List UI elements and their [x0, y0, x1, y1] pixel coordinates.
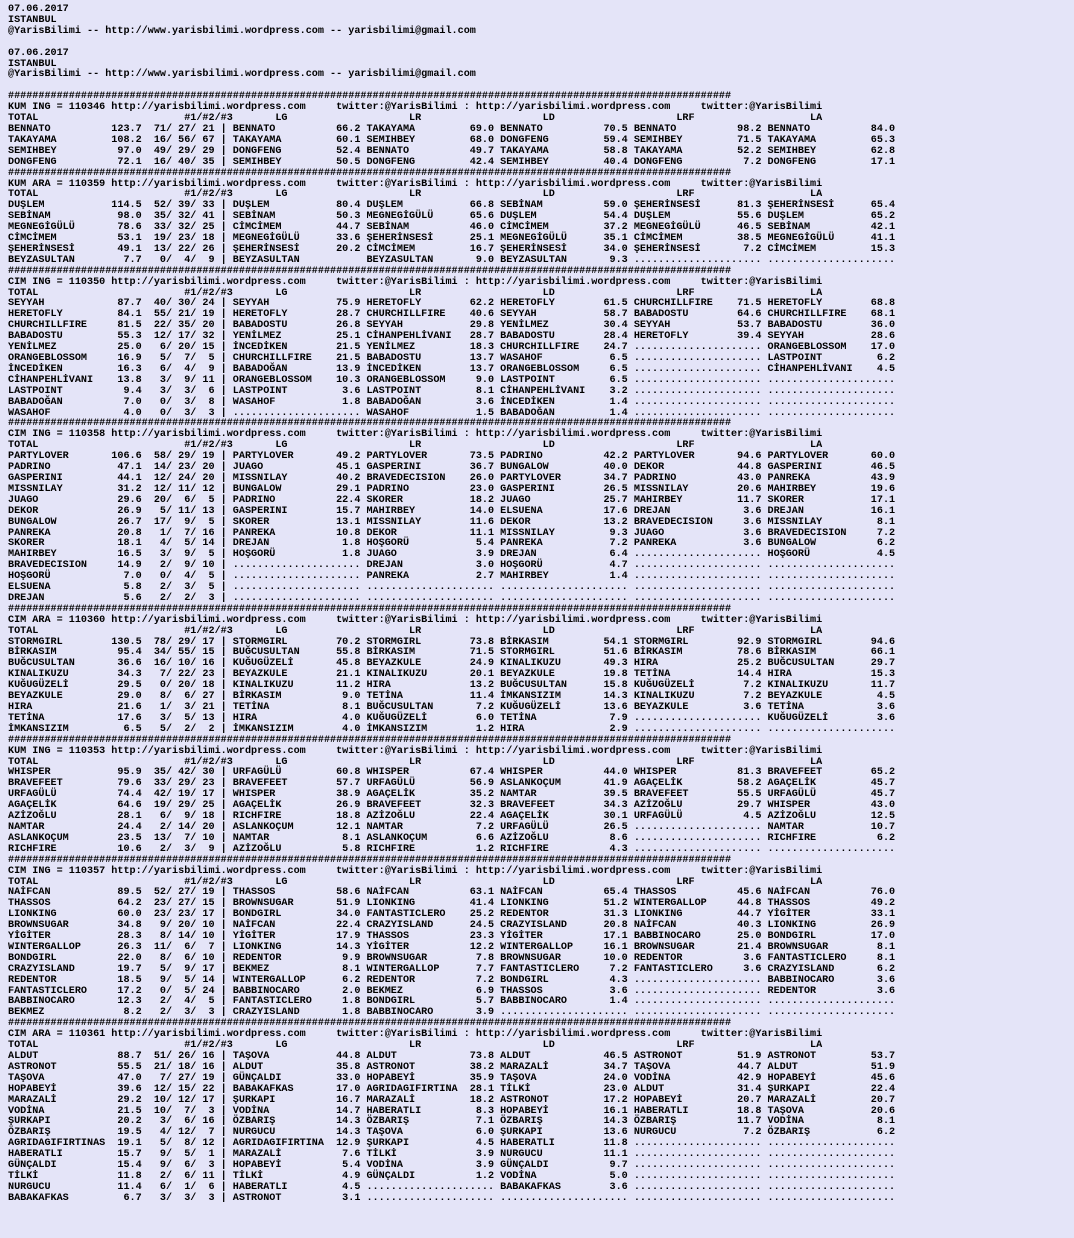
horse-row: TAKAYAMA 108.2 16/ 56/ 67 | TAKAYAMA 60.1 SEMIHBEY 68.0 DONGFENG 59.4 SEMIHBEY 71.5 TAKAYAMA 65.3	[8, 134, 896, 146]
horse-row: HABERATLI 15.7 9/ 5/ 1 | MARAZALİ 7.6 TİLKİ 3.9 NURGUCU 11.1 ..................... .....................	[8, 1149, 896, 1161]
column-header: TOTAL #1/#2/#3 LG LR LD LRF LA	[8, 625, 823, 637]
horse-row: SEMIHBEY 97.0 49/ 29/ 29 | DONGFENG 52.4 BENNATO 49.7 TAKAYAMA 58.8 TAKAYAMA 52.2 SEMIHBEY 62.8	[8, 145, 896, 157]
separator-line: #######################################################################################################################	[8, 91, 732, 103]
horse-row: BABAKAFKAS 6.7 3/ 3/ 3 | ASTRONOT 3.1 ..................... ..................... ..................... .....................	[8, 1192, 896, 1204]
column-header: TOTAL #1/#2/#3 LG LR LD LRF LA	[8, 113, 823, 125]
horse-row: ÖZBARIŞ 19.5 4/ 12/ 7 | NURGUCU 14.3 TAŞOVA 6.0 ŞURKAPI 13.6 NURGUCU 7.2 ÖZBARIŞ 6.2	[8, 1127, 896, 1139]
horse-row: WINTERGALLOP 26.3 11/ 6/ 7 | LIONKING 14.3 YİGİTER 12.2 WINTERGALLOP 16.1 BROWNSUGAR 21.4 BROWNSUGAR 8.1	[8, 941, 896, 953]
horse-row: NAİFCAN 89.5 52/ 27/ 19 | THASSOS 58.6 NAİFCAN 63.1 NAİFCAN 65.4 THASSOS 45.6 NAİFCAN 76.0	[8, 887, 896, 899]
horse-row: AZİZOĞLU 28.1 6/ 9/ 18 | RICHFIRE 18.8 AZİZOĞLU 22.4 AGAÇELİK 30.1 URFAGÜLÜ 4.5 AZİZOĞLU 12.5	[8, 811, 896, 823]
horse-row: LASTPOINT 9.4 3/ 3/ 6 | LASTPOINT 3.6 LASTPOINT 8.1 CİHANPEHLİVANI 3.2 ..................... .....................	[8, 385, 896, 397]
header-line: @YarisBilimi -- http://www.yarisbilimi.wordpress.com -- yarisbilimi@gmail.com	[8, 69, 476, 81]
horse-row: İNCEDİKEN 16.3 6/ 4/ 9 | BABADOĞAN 13.9 İNCEDİKEN 13.7 ORANGEBLOSSOM 6.5 ..................... CİHANPEHLİVANI 4.5	[8, 363, 896, 375]
separator-line: #######################################################################################################################	[8, 854, 732, 866]
horse-row: MAHIRBEY 16.5 3/ 9/ 5 | HOŞGORÜ 1.8 JUAGO 3.9 DREJAN 6.4 ..................... HOŞGORÜ 4.5	[8, 549, 896, 561]
race-title: KUM ARA = 110359 http://yarisbilimi.wordpress.com twitter:@YarisBilimi : http://yarisbilimi.wordpress.com twitter:@YarisBilimi	[8, 178, 823, 190]
horse-row: PARTYLOVER 106.6 58/ 29/ 19 | PARTYLOVER 49.2 PARTYLOVER 73.5 PADRINO 42.2 PARTYLOVER 94.6 PARTYLOVER 60.0	[8, 451, 896, 463]
separator-line: #######################################################################################################################	[8, 418, 732, 430]
header-line: @YarisBilimi -- http://www.yarisbilimi.wordpress.com -- yarisbilimi@gmail.com	[8, 25, 476, 37]
horse-row: NAMTAR 24.4 2/ 14/ 20 | ASLANKOÇUM 12.1 NAMTAR 7.2 URFAGÜLÜ 26.5 ..................... NAMTAR 10.7	[8, 821, 896, 833]
horse-row: WHISPER 95.9 35/ 42/ 30 | URFAGÜLÜ 60.8 WHISPER 67.4 WHISPER 44.0 WHISPER 81.3 BRAVEFEET 65.2	[8, 767, 896, 779]
horse-row: LIONKING 60.0 23/ 23/ 17 | BONDGIRL 34.0 FANTASTICLERO 25.2 REDENTOR 31.3 LIONKING 44.7 YİGİTER 33.1	[8, 909, 896, 921]
horse-row: CİHANPEHLİVANI 13.8 3/ 9/ 11 | ORANGEBLOSSOM 10.3 ORANGEBLOSSOM 9.0 LASTPOINT 6.5 ..................... .....................	[8, 374, 896, 386]
horse-row: URFAGÜLÜ 74.4 42/ 19/ 17 | WHISPER 38.9 AGAÇELİK 35.2 NAMTAR 39.5 BRAVEFEET 55.5 URFAGÜLÜ 45.7	[8, 789, 896, 801]
header-line: ISTANBUL	[8, 14, 57, 26]
horse-row: HERETOFLY 84.1 55/ 21/ 19 | HERETOFLY 28.7 CHURCHILLFIRE 40.6 SEYYAH 58.7 BABADOSTU 64.6 CHURCHILLFIRE 68.1	[8, 309, 896, 321]
horse-row: BENNATO 123.7 71/ 27/ 21 | BENNATO 66.2 TAKAYAMA 69.0 BENNATO 70.5 BENNATO 98.2 BENNATO 84.0	[8, 123, 896, 135]
horse-row: JUAGO 29.6 20/ 6/ 5 | PADRINO 22.4 SKORER 18.2 JUAGO 25.7 MAHIRBEY 11.7 SKORER 17.1	[8, 494, 896, 506]
horse-row: ŞEHERİNSESİ 49.1 13/ 22/ 26 | ŞEHERİNSESİ 20.2 CİMCİMEM 16.7 ŞEHERİNSESİ 34.0 ŞEHERİNSESİ 7.2 CİMCİMEM 15.3	[8, 243, 896, 255]
horse-row: ALDUT 88.7 51/ 26/ 16 | TAŞOVA 44.8 ALDUT 73.8 ALDUT 46.5 ASTRONOT 51.9 ASTRONOT 53.7	[8, 1051, 896, 1062]
horse-row: TİLKİ 11.8 2/ 6/ 11 | TİLKİ 4.9 GÜNÇALDI 1.2 VODİNA 5.0 ..................... .....................	[8, 1170, 896, 1182]
header-line: 07.06.2017	[8, 4, 69, 15]
horse-row: KINALIKUZU 34.3 7/ 22/ 23 | BEYAZKULE 21.1 KINALIKUZU 20.1 BEYAZKULE 19.8 TETİNA 14.4 HIRA 15.3	[8, 669, 896, 681]
horse-row: BEYZASULTAN 7.7 0/ 4/ 9 | BEYZASULTAN BEYZASULTAN 9.0 BEYZASULTAN 9.3 ..................... .....................	[8, 254, 896, 266]
horse-row: AGRIDAGIFIRTINAS 19.1 5/ 8/ 12 | AGRIDAGIFIRTINA 12.9 ŞURKAPI 4.5 HABERATLI 11.8 ..................... .....................	[8, 1138, 896, 1150]
horse-row: CİMCİMEM 53.1 19/ 23/ 18 | MEGNEGİGÜLÜ 33.6 ŞEHERİNSESİ 25.1 MEGNEGİGÜLÜ 35.1 CİMCİMEM 38.5 MEGNEGİGÜLÜ 41.1	[8, 233, 896, 245]
horse-row: ELSUENA 5.8 2/ 3/ 5 | ..................... ..................... ..................... ..................... .....................	[8, 582, 896, 594]
header-line: 07.06.2017	[8, 47, 69, 59]
separator-line: #######################################################################################################################	[8, 603, 732, 615]
horse-row: THASSOS 64.2 23/ 27/ 15 | BROWNSUGAR 51.9 LIONKING 41.4 LIONKING 51.2 WINTERGALLOP 44.8 THASSOS 49.2	[8, 898, 896, 910]
horse-row: TETİNA 17.6 3/ 5/ 13 | HIRA 4.0 KUĞUGÜZELİ 6.0 TETİNA 7.9 ..................... KUĞUGÜZELİ 3.6	[8, 712, 896, 724]
horse-row: ASLANKOÇUM 23.5 13/ 7/ 10 | NAMTAR 8.1 ASLANKOÇUM 6.6 AZİZOĞLU 8.6 ..................... RICHFIRE 6.2	[8, 832, 896, 844]
horse-row: SEBİNAM 98.0 35/ 32/ 41 | SEBİNAM 50.3 MEGNEGİGÜLÜ 65.6 DUŞLEM 54.4 DUŞLEM 55.6 DUŞLEM 65.2	[8, 211, 896, 223]
horse-row: BEYAZKULE 29.0 8/ 6/ 27 | BİRKASIM 9.0 TETİNA 11.4 İMKANSIZIM 14.3 KINALIKUZU 7.2 BEYAZKULE 4.5	[8, 691, 896, 703]
horse-row: BABADOĞAN 7.0 0/ 3/ 8 | WASAHOF 1.8 BABADOĞAN 3.6 İNCEDİKEN 1.4 ..................... .....................	[8, 396, 896, 408]
horse-row: GASPERINI 44.1 12/ 24/ 20 | MISSNILAY 40.2 BRAVEDECISION 26.0 PARTYLOVER 34.7 PADRINO 43.0 PANREKA 43.9	[8, 472, 896, 484]
horse-row: FANTASTICLERO 17.2 0/ 5/ 24 | BABBINOCARO 2.0 BEKMEZ 6.9 THASSOS 3.6 ..................... REDENTOR 3.6	[8, 985, 896, 997]
horse-row: CHURCHILLFIRE 81.5 22/ 35/ 20 | BABADOSTU 26.8 SEYYAH 29.8 YENİLMEZ 30.4 SEYYAH 53.7 BABADOSTU 36.0	[8, 320, 896, 332]
horse-row: DUŞLEM 114.5 52/ 39/ 33 | DUŞLEM 80.4 DUŞLEM 66.8 SEBİNAM 59.0 ŞEHERİNSESİ 81.3 ŞEHERİNSESİ 65.4	[8, 200, 896, 212]
horse-row: GÜNÇALDI 15.4 9/ 6/ 3 | HOPABEYİ 5.4 VODİNA 3.9 GÜNÇALDI 9.7 ..................... .....................	[8, 1160, 896, 1172]
horse-row: STORMGIRL 130.5 78/ 29/ 17 | STORMGIRL 70.2 STORMGIRL 73.8 BİRKASIM 54.1 STORMGIRL 92.9 STORMGIRL 94.6	[8, 636, 896, 648]
separator-line: #######################################################################################################################	[8, 265, 732, 277]
race-title: KUM ING = 110353 http://yarisbilimi.wordpress.com twitter:@YarisBilimi : http://yarisbilimi.wordpress.com twitter:@YarisBilimi	[8, 745, 823, 757]
race-title: CIM ARA = 110360 http://yarisbilimi.wordpress.com twitter:@YarisBilimi : http://yarisbilimi.wordpress.com twitter:@YarisBilimi	[8, 614, 823, 626]
horse-row: HOŞGORÜ 7.0 0/ 4/ 5 | ..................... PANREKA 2.7 MAHIRBEY 1.4 ..................... .....................	[8, 571, 896, 583]
column-header: TOTAL #1/#2/#3 LG LR LD LRF LA	[8, 440, 823, 452]
horse-row: BONDGIRL 22.0 8/ 6/ 10 | REDENTOR 9.9 BROWNSUGAR 7.8 BROWNSUGAR 10.0 REDENTOR 3.6 FANTASTICLERO 8.1	[8, 952, 896, 964]
horse-row: ASTRONOT 55.5 21/ 18/ 16 | ALDUT 35.8 ASTRONOT 38.2 MARAZALİ 34.7 TAŞOVA 44.7 ALDUT 51.9	[8, 1061, 896, 1073]
column-header: TOTAL #1/#2/#3 LG LR LD LRF LA	[8, 1040, 823, 1052]
horse-row: İMKANSIZIM 6.5 5/ 2/ 2 | İMKANSIZIM 4.0 İMKANSIZIM 1.2 HIRA 2.9 ..................... .....................	[8, 723, 896, 735]
horse-row: TAŞOVA 47.0 7/ 27/ 19 | GÜNÇALDI 33.0 HOPABEYİ 35.9 TAŞOVA 24.0 VODİNA 42.9 HOPABEYİ 45.6	[8, 1072, 896, 1084]
race-title: CIM ING = 110357 http://yarisbilimi.wordpress.com twitter:@YarisBilimi : http://yarisbilimi.wordpress.com twitter:@YarisBilimi	[8, 865, 823, 877]
horse-row: DONGFENG 72.1 16/ 40/ 35 | SEMIHBEY 50.5 DONGFENG 42.4 SEMIHBEY 40.4 DONGFENG 7.2 DONGFENG 17.1	[8, 156, 896, 168]
horse-row: PANREKA 20.8 1/ 7/ 16 | PANREKA 10.8 DEKOR 11.1 MISSNILAY 9.3 JUAGO 3.6 BRAVEDECISION 7.2	[8, 527, 896, 539]
race-title: KUM ING = 110346 http://yarisbilimi.wordpress.com twitter:@YarisBilimi : http://yarisbilimi.wordpress.com twitter:@YarisBilimi	[8, 102, 823, 114]
horse-row: BEKMEZ 8.2 2/ 3/ 3 | CRAZYISLAND 1.8 BABBINOCARO 3.9 ..................... ..................... .....................	[8, 1007, 896, 1019]
separator-line: #######################################################################################################################	[8, 1018, 732, 1030]
horse-row: HOPABEYİ 39.6 12/ 15/ 22 | BABAKAFKAS 17.0 AGRIDAGIFIRTINA 28.1 TİLKİ 23.0 ALDUT 31.4 ŞURKAPI 22.4	[8, 1083, 896, 1095]
horse-row: BRAVEDECISION 14.9 2/ 9/ 10 | ..................... DREJAN 3.0 HOŞGORÜ 4.7 ..................... .....................	[8, 560, 896, 572]
horse-row: DEKOR 26.9 5/ 11/ 13 | GASPERINI 15.7 MAHIRBEY 14.0 ELSUENA 17.6 DREJAN 3.6 DREJAN 16.1	[8, 505, 896, 517]
column-header: TOTAL #1/#2/#3 LG LR LD LRF LA	[8, 189, 823, 201]
horse-row: BABADOSTU 55.3 12/ 17/ 32 | YENİLMEZ 25.1 CİHANPEHLİVANI 28.7 BABADOSTU 28.4 HERETOFLY 39.4 SEYYAH 28.6	[8, 331, 896, 343]
horse-row: ŞURKAPI 20.2 3/ 6/ 16 | ÖZBARIŞ 14.3 ÖZBARIŞ 7.1 ÖZBARIŞ 14.3 ÖZBARIŞ 11.7 VODİNA 8.1	[8, 1116, 896, 1128]
horse-row: MISSNILAY 31.2 12/ 11/ 12 | BUNGALOW 29.1 PADRINO 23.0 GASPERINI 26.5 MISSNILAY 20.6 MAHIRBEY 19.6	[8, 483, 896, 495]
horse-row: ORANGEBLOSSOM 16.9 5/ 7/ 5 | CHURCHILLFIRE 21.5 BABADOSTU 13.7 WASAHOF 6.5 ..................... LASTPOINT 6.2	[8, 353, 896, 364]
horse-row: BRAVEFEET 79.6 33/ 29/ 23 | BRAVEFEET 57.7 URFAGÜLÜ 56.9 ASLANKOÇUM 41.9 AGAÇELİK 58.2 AGAÇELİK 45.7	[8, 778, 896, 790]
column-header: TOTAL #1/#2/#3 LG LR LD LRF LA	[8, 287, 823, 299]
horse-row: MEGNEGİGÜLÜ 78.6 33/ 32/ 25 | CİMCİMEM 44.7 SEBİNAM 46.0 CİMCİMEM 37.2 MEGNEGİGÜLÜ 46.5 SEBİNAM 42.1	[8, 222, 896, 234]
horse-row: NURGUCU 11.4 6/ 1/ 6 | HABERATLI 4.5 ..................... BABAKAFKAS 3.6 ..................... .....................	[8, 1181, 896, 1193]
horse-row: SKORER 18.1 4/ 5/ 14 | DREJAN 1.8 HOŞGORÜ 5.4 PANREKA 7.2 PANREKA 3.6 BUNGALOW 6.2	[8, 538, 896, 550]
horse-row: BİRKASIM 95.4 34/ 55/ 15 | BUĞCUSULTAN 55.8 BİRKASIM 71.5 STORMGIRL 51.6 BİRKASIM 78.6 BİRKASIM 66.1	[8, 647, 896, 659]
horse-row: DREJAN 5.6 2/ 2/ 3 | ..................... ..................... ..................... ..................... .....................	[8, 592, 896, 604]
race-title: CIM ARA = 110361 http://yarisbilimi.wordpress.com twitter:@YarisBilimi : http://yarisbilimi.wordpress.com twitter:@YarisBilimi	[8, 1029, 823, 1041]
race-title: CIM ING = 110358 http://yarisbilimi.wordpress.com twitter:@YarisBilimi : http://yarisbilimi.wordpress.com twitter:@YarisBilimi	[8, 429, 823, 441]
horse-row: REDENTOR 18.5 9/ 5/ 14 | WINTERGALLOP 6.2 REDENTOR 7.2 BONDGIRL 4.3 ..................... BABBINOCARO 3.6	[8, 974, 896, 986]
horse-row: BROWNSUGAR 34.8 9/ 20/ 10 | NAİFCAN 22.4 CRAZYISLAND 24.5 CRAZYISLAND 20.8 NAİFCAN 40.3 LIONKING 26.9	[8, 920, 896, 932]
horse-row: BUĞCUSULTAN 36.6 16/ 10/ 16 | KUĞUGÜZELİ 45.8 BEYAZKULE 24.9 KINALIKUZU 49.3 HIRA 25.2 BUĞCUSULTAN 29.7	[8, 658, 896, 670]
horse-row: YENİLMEZ 25.0 6/ 20/ 15 | İNCEDİKEN 21.5 YENİLMEZ 18.3 CHURCHILLFIRE 24.7 ..................... ORANGEBLOSSOM 17.0	[8, 342, 896, 354]
horse-row: PADRINO 47.1 14/ 23/ 20 | JUAGO 45.1 GASPERINI 36.7 BUNGALOW 40.0 DEKOR 44.8 GASPERINI 46.5	[8, 462, 896, 474]
horse-row: RICHFIRE 10.6 2/ 3/ 9 | AZİZOĞLU 5.8 RICHFIRE 1.2 RICHFIRE 4.3 ..................... .....................	[8, 843, 896, 855]
horse-row: MARAZALİ 29.2 10/ 12/ 17 | ŞURKAPI 16.7 MARAZALİ 18.2 ASTRONOT 17.2 HOPABEYİ 20.7 MARAZALİ 20.7	[8, 1094, 896, 1106]
horse-row: SEYYAH 87.7 40/ 30/ 24 | SEYYAH 75.9 HERETOFLY 62.2 HERETOFLY 61.5 CHURCHILLFIRE 71.5 HERETOFLY 68.8	[8, 298, 896, 310]
horse-row: WASAHOF 4.0 0/ 3/ 3 | ..................... WASAHOF 1.5 BABADOĞAN 1.4 ..................... .....................	[8, 407, 896, 419]
horse-row: AGAÇELİK 64.6 19/ 29/ 25 | AGAÇELİK 26.9 BRAVEFEET 32.3 BRAVEFEET 34.3 AZİZOĞLU 29.7 WHISPER 43.0	[8, 800, 896, 812]
horse-row: VODİNA 21.5 10/ 7/ 3 | VODİNA 14.7 HABERATLI 8.3 HOPABEYİ 16.1 HABERATLI 18.8 TAŞOVA 20.6	[8, 1105, 896, 1117]
separator-line: #######################################################################################################################	[8, 734, 732, 746]
column-header: TOTAL #1/#2/#3 LG LR LD LRF LA	[8, 756, 823, 768]
race-title: CIM ING = 110350 http://yarisbilimi.wordpress.com twitter:@YarisBilimi : http://yarisbilimi.wordpress.com twitter:@YarisBilimi	[8, 276, 823, 288]
horse-row: BUNGALOW 26.7 17/ 9/ 5 | SKORER 13.1 MISSNILAY 11.6 DEKOR 13.2 BRAVEDECISION 3.6 MISSNILAY 8.1	[8, 516, 896, 528]
column-header: TOTAL #1/#2/#3 LG LR LD LRF LA	[8, 876, 823, 888]
horse-row: KUĞUGÜZELİ 29.5 0/ 20/ 18 | KINALIKUZU 11.2 HIRA 13.2 BUĞCUSULTAN 15.8 KUĞUGÜZELİ 7.2 KINALIKUZU 11.7	[8, 680, 896, 692]
horse-row: YİGİTER 28.3 8/ 14/ 10 | YİGİTER 17.9 THASSOS 23.3 YİGİTER 17.1 BABBINOCARO 25.0 BONDGIRL 17.0	[8, 931, 896, 943]
horse-row: BABBINOCARO 12.3 2/ 4/ 5 | FANTASTICLERO 1.8 BONDGIRL 5.7 BABBINOCARO 1.4 ..................... .....................	[8, 996, 896, 1008]
horse-row: CRAZYISLAND 19.7 5/ 9/ 17 | BEKMEZ 8.1 WINTERGALLOP 7.7 FANTASTICLERO 7.2 FANTASTICLERO 3.6 CRAZYISLAND 6.2	[8, 963, 896, 975]
horse-row: HIRA 21.6 1/ 3/ 21 | TETİNA 8.1 BUĞCUSULTAN 7.2 KUĞUGÜZELİ 13.6 BEYAZKULE 3.6 TETİNA 3.6	[8, 702, 896, 713]
separator-line: #######################################################################################################################	[8, 167, 732, 179]
header-line: ISTANBUL	[8, 58, 57, 70]
